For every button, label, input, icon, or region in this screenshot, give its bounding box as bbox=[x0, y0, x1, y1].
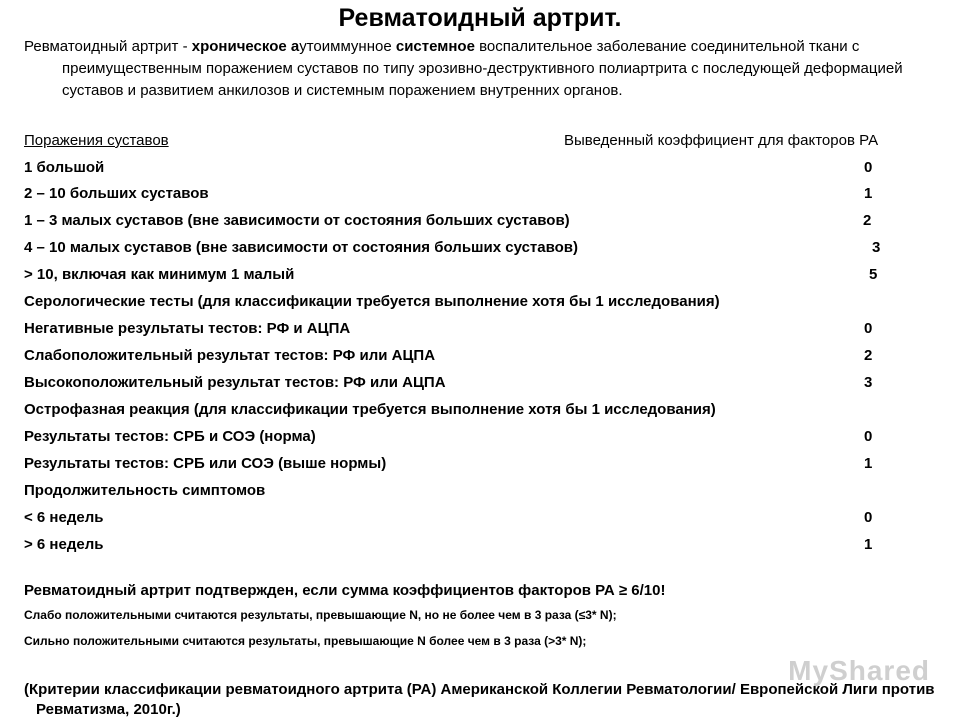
intro-bold-1: хроническое а bbox=[191, 38, 300, 55]
header-left: Поражения суставов bbox=[24, 132, 169, 149]
criteria-label: 2 – 10 больших суставов bbox=[24, 185, 209, 202]
criteria-score: 0 bbox=[864, 159, 873, 176]
criteria-row bbox=[24, 262, 934, 288]
criteria-score: 3 bbox=[872, 239, 881, 256]
note-weak: Слабо положительными считаются результаты, превышающие N, но не более чем в 3 раза (≤3* N); bbox=[24, 608, 617, 622]
criteria-row bbox=[24, 370, 934, 396]
criteria-label: Слабоположительный результат тестов: РФ или АЦПА bbox=[24, 347, 436, 364]
criteria-label: Серологические тесты (для классификации требуется выполнение хотя бы 1 исследования) bbox=[24, 293, 720, 310]
criteria-row bbox=[24, 289, 934, 315]
criteria-label: 4 – 10 малых суставов (вне зависимости от состояния больших суставов) bbox=[24, 239, 579, 256]
criteria-row bbox=[24, 181, 934, 207]
criteria-score: 1 bbox=[864, 185, 873, 202]
criteria-row bbox=[24, 343, 934, 369]
watermark-logo: MyShared bbox=[788, 655, 930, 686]
criteria-score: 0 bbox=[864, 509, 873, 526]
criteria-score: 2 bbox=[864, 347, 873, 364]
criteria-row bbox=[24, 478, 934, 504]
source-citation: (Критерии классификации ревматоидного артрита (РА) Американской Коллегии Ревматологии/ Европейской Лиги против Ревматизма, 2010г.) bbox=[24, 681, 935, 718]
criteria-score: 1 bbox=[864, 536, 873, 553]
criteria-row bbox=[24, 451, 934, 477]
criteria-label: > 10, включая как минимум 1 малый bbox=[24, 266, 295, 283]
confirm-text: Ревматоидный артрит подтвержден, если сумма коэффициентов факторов РА ≥ 6/10! bbox=[24, 582, 666, 599]
criteria-label: 1 большой bbox=[24, 159, 105, 176]
criteria-row bbox=[24, 316, 934, 342]
criteria-label: Высокоположительный результат тестов: РФ или АЦПА bbox=[24, 374, 446, 391]
criteria-row bbox=[24, 532, 934, 558]
intro-bold-2: системное bbox=[395, 38, 475, 55]
criteria-score: 2 bbox=[863, 212, 872, 229]
criteria-row bbox=[24, 208, 934, 234]
intro-text-1: Ревматоидный артрит - bbox=[24, 38, 192, 55]
intro-text-2: утоиммунное bbox=[299, 38, 396, 55]
criteria-row bbox=[24, 397, 934, 423]
criteria-label: > 6 недель bbox=[24, 536, 104, 553]
criteria-row bbox=[24, 424, 934, 450]
criteria-row bbox=[24, 235, 934, 261]
criteria-score: 5 bbox=[869, 266, 878, 283]
criteria-label: Продолжительность симптомов bbox=[24, 482, 266, 499]
criteria-label: 1 – 3 малых суставов (вне зависимости от состояния больших суставов) bbox=[24, 212, 570, 229]
criteria-label: Результаты тестов: СРБ или СОЭ (выше нормы) bbox=[24, 455, 387, 472]
criteria-label: Результаты тестов: СРБ и СОЭ (норма) bbox=[24, 428, 316, 445]
criteria-score: 0 bbox=[864, 320, 873, 337]
intro-text-3: воспалительное заболевание соединительной ткани с преимущественным поражением суставов по типу эрозивно-деструктивного полиартрита с последующей деформацией суставов и развитием анкилозов и системным поражением внутренних органов. bbox=[62, 38, 903, 99]
criteria-header bbox=[24, 128, 934, 154]
criteria-score: 1 bbox=[864, 455, 873, 472]
note-strong: Сильно положительными считаются результаты, превышающие N более чем в 3 раза (>3* N); bbox=[24, 634, 587, 648]
page-title: Ревматоидный артрит. bbox=[338, 4, 622, 32]
criteria-score: 0 bbox=[864, 428, 873, 445]
criteria-label: Негативные результаты тестов: РФ и АЦПА bbox=[24, 320, 351, 337]
criteria-label: < 6 недель bbox=[24, 509, 104, 526]
criteria-row bbox=[24, 155, 934, 181]
header-right: Выведенный коэффициент для факторов РА bbox=[564, 132, 879, 149]
criteria-row bbox=[24, 505, 934, 531]
criteria-score: 3 bbox=[864, 374, 873, 391]
intro-paragraph bbox=[24, 36, 960, 102]
criteria-label: Острофазная реакция (для классификации требуется выполнение хотя бы 1 исследования) bbox=[24, 401, 716, 418]
